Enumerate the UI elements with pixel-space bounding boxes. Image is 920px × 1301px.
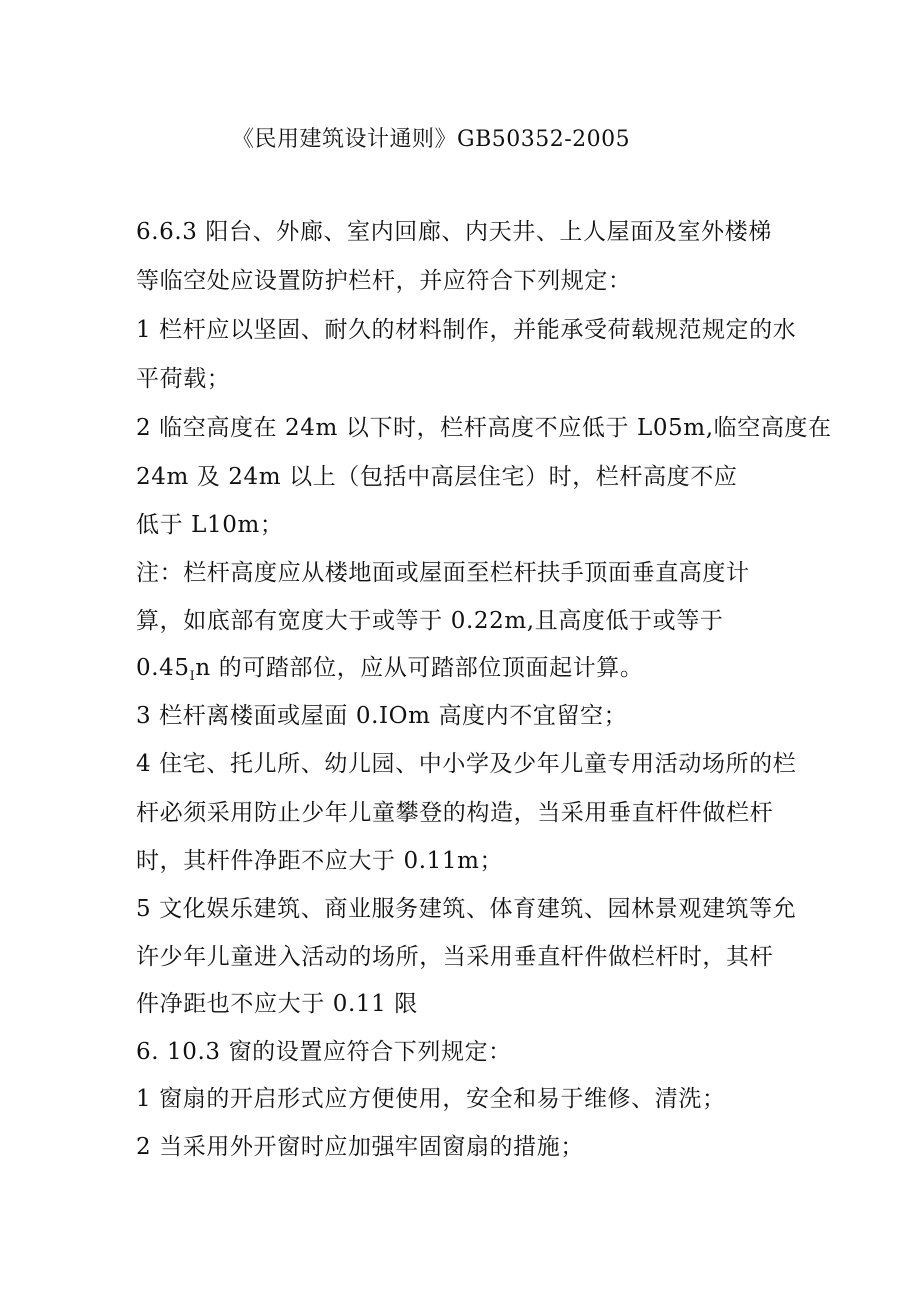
text-line-10 — [136, 652, 644, 693]
text-line-6: 24m 及 24m 以上（包括中高层住宅）时，栏杆高度不应 — [136, 464, 738, 490]
text-line-1: 6.6.3 阳台、外廊、室内回廊、内天井、上人屋面及室外楼梯 — [136, 219, 772, 245]
text-line-12: 4 住宅、托儿所、幼儿园、中小学及少年儿童专用活动场所的栏 — [136, 751, 797, 777]
text-line-5: 2 临空高度在 24m 以下时，栏杆高度不应低于 L05m,临空高度在 — [136, 415, 832, 441]
text-line-15: 5 文化娱乐建筑、商业服务建筑、体育建筑、园林景观建筑等允 — [136, 896, 797, 922]
text-line-13: 杆必须采用防止少年儿童攀登的构造，当采用垂直杆件做栏杆 — [136, 800, 774, 826]
text-line-19: 1 窗扇的开启形式应方便使用，安全和易于维修、清洗； — [136, 1086, 726, 1112]
text-line-8: 注：栏杆高度应从楼地面或屋面至栏杆扶手顶面垂直高度计 — [136, 560, 750, 586]
text-line-3: 1 栏杆应以坚固、耐久的材料制作，并能承受荷载规范规定的水 — [136, 317, 797, 343]
text-line-11: 3 栏杆离楼面或屋面 0.IOm 高度内不宜留空； — [136, 703, 628, 729]
text-line-2: 等临空处应设置防护栏杆，并应符合下列规定： — [136, 268, 632, 294]
text-line-16: 许少年儿童进入活动的场所，当采用垂直杆件做栏杆时，其杆 — [136, 944, 774, 970]
text-line-10-pre: 0.45 — [136, 655, 190, 681]
text-line-10-post: n 的可踏部位，应从可踏部位顶面起计算。 — [195, 655, 644, 681]
text-line-9: 算，如底部有宽度大于或等于 0.22m,且高度低于或等于 — [136, 608, 724, 634]
text-line-20: 2 当采用外开窗时应加强牢固窗扇的措施； — [136, 1134, 584, 1160]
text-line-14: 时，其杆件净距不应大于 0.11m； — [136, 848, 504, 874]
text-line-10-subscript: I — [189, 669, 196, 684]
text-line-17: 件净距也不应大于 0.11 限 — [136, 991, 418, 1017]
text-line-7: 低于 L10m； — [136, 512, 284, 538]
text-line-18: 6. 10.3 窗的设置应符合下列规定： — [136, 1039, 512, 1065]
document-title: 《民用建筑设计通则》GB50352-2005 — [232, 127, 631, 152]
text-line-4: 平荷载； — [136, 366, 231, 392]
